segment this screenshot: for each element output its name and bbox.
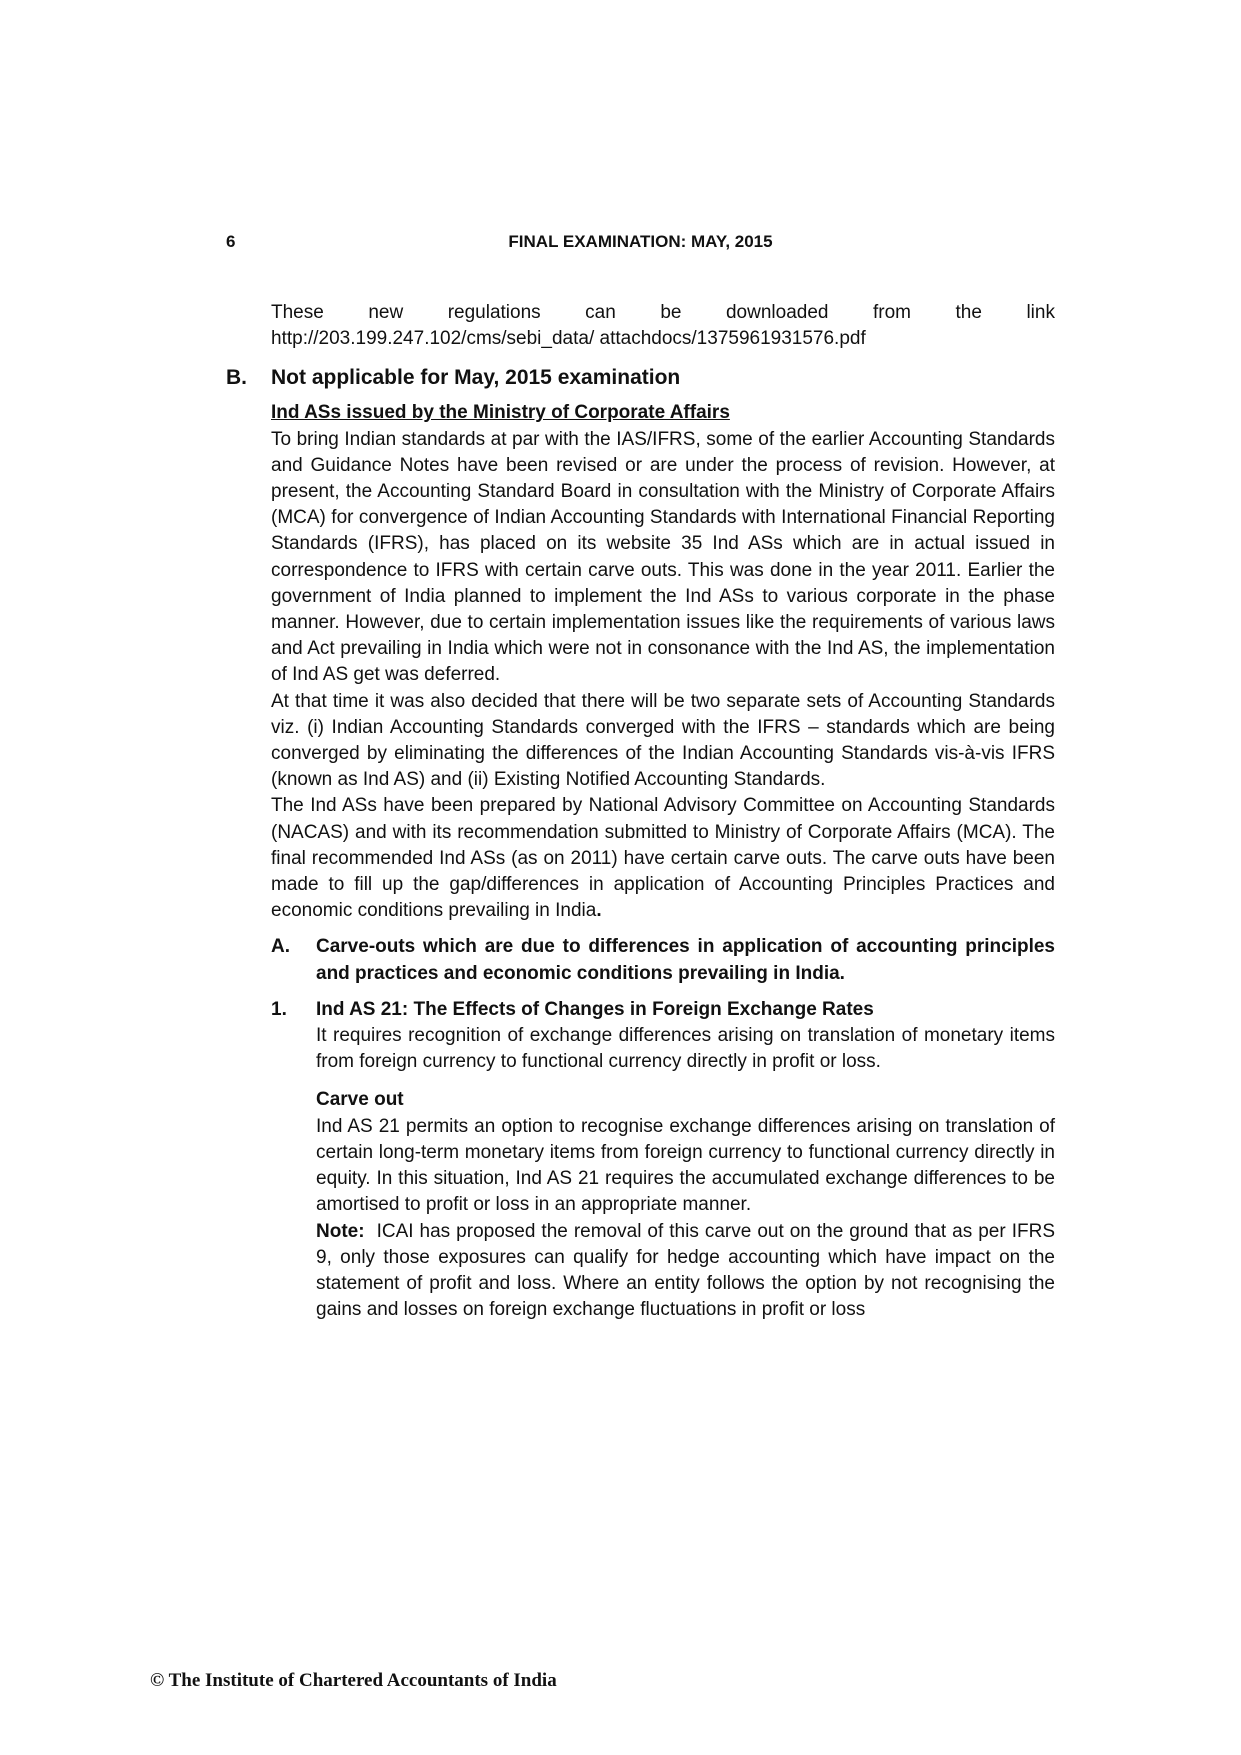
- document-body: [226, 300, 1055, 1323]
- note-label: Note:: [316, 1220, 365, 1242]
- regulations-link[interactable]: http://203.199.247.102/cms/sebi_data/ attachdocs/1375961931576.pdf: [271, 328, 866, 350]
- list-item-text: Carve-outs which are due to differences in application of accounting principles and practices and economic conditions prevailing in India.: [316, 936, 1055, 984]
- page-number: 6: [226, 232, 236, 251]
- intro-word: new: [368, 302, 404, 323]
- intro-word: regulations: [447, 302, 541, 323]
- list-item-a: [226, 934, 1055, 986]
- intro-line: [271, 300, 1055, 326]
- intro-word: can: [585, 302, 616, 323]
- copyright-footer: © The Institute of Chartered Accountants of India: [150, 1670, 557, 1691]
- list-marker: 1.: [271, 998, 287, 1020]
- list-item-title: Ind AS 21: The Effects of Changes in Foreign Exchange Rates: [316, 998, 874, 1020]
- list-marker: A.: [271, 936, 290, 958]
- section-b-heading: [226, 364, 1055, 392]
- intro-word: from: [872, 302, 911, 323]
- carve-out-heading: Carve out: [316, 1089, 404, 1111]
- paragraph-end: .: [596, 900, 602, 922]
- ind-as-subheading: Ind ASs issued by the Ministry of Corporate Affairs: [271, 402, 730, 424]
- paragraph: At that time it was also decided that there will be two separate sets of Accounting Standards viz. (i) Indian Accounting Standards converged with the IFRS – standards which are being converged by eliminating the differences of the Indian Accounting Standards vis-à-vis IFRS (known as Ind AS) and (ii) Existing Notified Accounting Standards.: [271, 690, 1055, 791]
- section-letter: B.: [226, 366, 247, 390]
- intro-word: be: [660, 302, 682, 323]
- header-title: FINAL EXAMINATION: MAY, 2015: [508, 232, 773, 251]
- intro-word: the: [955, 302, 982, 323]
- intro-word: link: [1026, 302, 1055, 323]
- paragraph: Ind AS 21 permits an option to recognise exchange differences arising on translation of certain long-term monetary items from foreign currency to functional currency directly in equity. In this situation, Ind AS 21 requires the accumulated exchange differences to be amortised to profit or loss in an appropriate manner.: [316, 1115, 1055, 1216]
- intro-word: These: [271, 302, 324, 323]
- paragraph: To bring Indian standards at par with the IAS/IFRS, some of the earlier Accounting Standards and Guidance Notes have been revised or are under the process of revision. However, at present, the Accounting Standard Board in consultation with the Ministry of Corporate Affairs (MCA) for convergence of Indian Accounting Standards with International Financial Reporting Standards (IFRS), has placed on its website 35 Ind ASs which are in actual issued in correspondence to IFRS with certain carve outs. This was done in the year 2011. Earlier the government of India planned to implement the Ind ASs to various corporate in the phase manner. However, due to certain implementation issues like the requirements of various laws and Act prevailing in India which were not in consonance with the Ind AS, the implementation of Ind AS get was deferred.: [271, 428, 1055, 686]
- paragraph-text: The Ind ASs have been prepared by National Advisory Committee on Accounting Standards (NACAS) and with its recommendation submitted to Ministry of Corporate Affairs (MCA). The final recommended Ind ASs (as on 2011) have certain carve outs. The carve outs have been made to fill up the gap/differences in application of Accounting Principles Practices and economic conditions prevailing in India: [271, 795, 1055, 922]
- page-header: [226, 232, 1055, 256]
- note-text: ICAI has proposed the removal of this carve out on the ground that as per IFRS 9, only those exposures can qualify for hedge accounting which have impact on the statement of profit and loss. Where an entity follows the option by not recognising the gains and losses on foreign exchange fluctuations in profit or loss: [316, 1220, 1055, 1321]
- intro-word: downloaded: [725, 302, 829, 323]
- list-item-1: [226, 997, 1055, 1023]
- paragraph: It requires recognition of exchange differences arising on translation of monetary items from foreign currency to functional currency directly in profit or loss.: [316, 1025, 1055, 1073]
- paragraph: [271, 793, 1055, 924]
- note-paragraph: [316, 1219, 1055, 1324]
- section-title: Not applicable for May, 2015 examination: [271, 366, 681, 390]
- intro-paragraph: [226, 300, 1055, 352]
